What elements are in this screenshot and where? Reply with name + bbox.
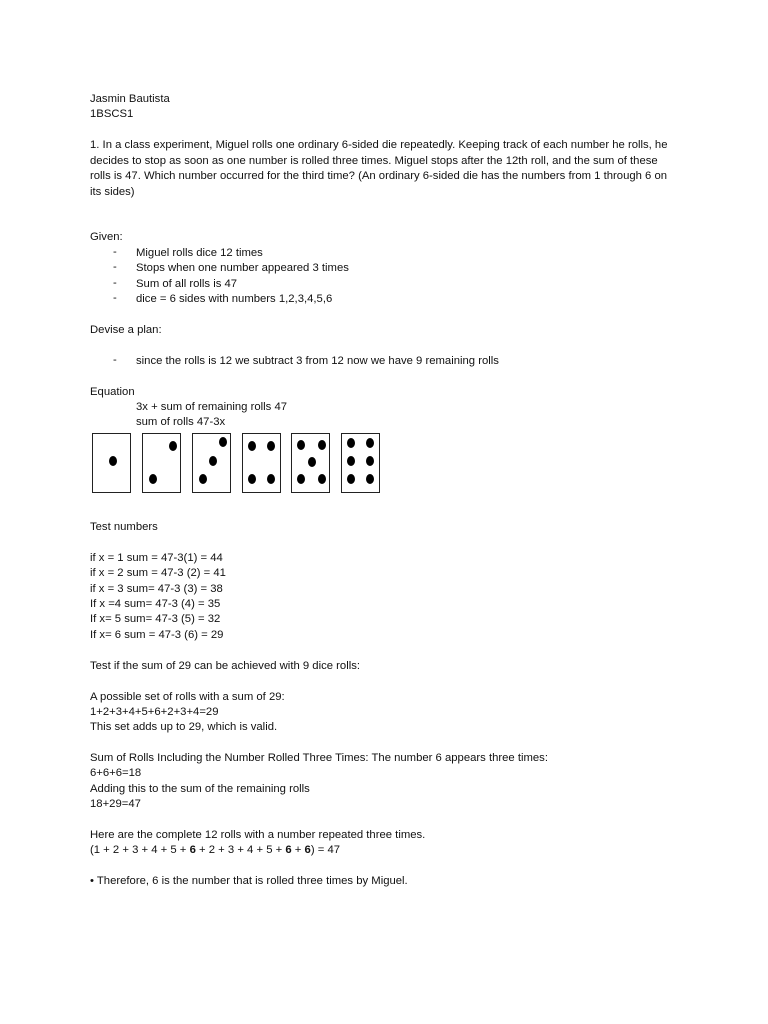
die-pip [308, 457, 316, 467]
equation-heading: Equation [90, 386, 135, 398]
given-item-text: Stops when one number appeared 3 times [136, 262, 349, 274]
test-line: if x = 1 sum = 47-3(1) = 44 [90, 552, 223, 564]
question-text: 1. In a class experiment, Miguel rolls one ordinary 6-sided die repeatedly. Keeping track of each number he rolls, he decides to stop as soon as one number is rolled three times. Miguel stops after the 12th roll, and the sum of these rolls is 47. Which number occurred for the third time? (An ordinary 6-sided die has the numbers from 1 through 6 on its sides) [90, 139, 668, 198]
dash-bullet: - [113, 354, 117, 366]
dash-bullet: - [113, 261, 117, 273]
die-pip [209, 456, 217, 466]
dash-bullet: - [113, 292, 117, 304]
die-face-1 [92, 433, 131, 493]
conclusion-text: • Therefore, 6 is the number that is rolled three times by Miguel. [90, 875, 408, 887]
expr-part: (1 + 2 + 3 + 4 + 5 + [90, 844, 190, 856]
equation-line: 3x + sum of remaining rolls 47 [136, 401, 288, 413]
expr-highlight: 6 [304, 844, 311, 856]
expr-part: + [291, 844, 305, 856]
test-line: if x = 2 sum = 47-3 (2) = 41 [90, 567, 226, 579]
test-sum-statement: Test if the sum of 29 can be achieved with 9 dice rolls: [90, 660, 361, 672]
equation-line: sum of rolls 47-3x [136, 416, 226, 428]
die-pip [109, 456, 117, 466]
test-line: if x = 3 sum= 47-3 (3) = 38 [90, 583, 223, 595]
test-numbers-heading: Test numbers [90, 521, 158, 533]
die-pip [267, 441, 275, 451]
possible-set-expression: 1+2+3+4+5+6+2+3+4=29 [90, 706, 219, 718]
including-adding: Adding this to the sum of the remaining rolls [90, 783, 310, 795]
die-face-6 [341, 433, 380, 493]
test-line: If x =4 sum= 47-3 (4) = 35 [90, 598, 221, 610]
die-pip [366, 438, 374, 448]
die-pip [318, 474, 326, 484]
plan-heading: Devise a plan: [90, 324, 162, 336]
die-pip [318, 440, 326, 450]
die-face-4 [242, 433, 281, 493]
expr-part: ) = 47 [310, 844, 341, 856]
expr-part: + 2 + 3 + 4 + 5 + [195, 844, 286, 856]
given-item-text: Sum of all rolls is 47 [136, 278, 238, 290]
die-pip [149, 474, 157, 484]
given-item-text: dice = 6 sides with numbers 1,2,3,4,5,6 [136, 293, 333, 305]
author-name: Jasmin Bautista [90, 93, 170, 105]
including-total: 18+29=47 [90, 798, 141, 810]
die-pip [297, 440, 305, 450]
given-item-text: Miguel rolls dice 12 times [136, 247, 263, 259]
plan-item-text: since the rolls is 12 we subtract 3 from 12 now we have 9 remaining rolls [136, 355, 499, 367]
given-heading: Given: [90, 231, 123, 243]
including-intro: Sum of Rolls Including the Number Rolled Three Times: The number 6 appears three times: [90, 752, 548, 764]
expr-highlight: 6 [285, 844, 292, 856]
complete-intro: Here are the complete 12 rolls with a number repeated three times. [90, 829, 426, 841]
section-code: 1BSCS1 [90, 108, 134, 120]
die-pip [267, 474, 275, 484]
die-face-2 [142, 433, 181, 493]
die-pip [366, 456, 374, 466]
dash-bullet: - [113, 277, 117, 289]
die-pip [347, 438, 355, 448]
die-pip [366, 474, 374, 484]
dash-bullet: - [113, 246, 117, 258]
die-pip [248, 474, 256, 484]
die-pip [347, 474, 355, 484]
die-pip [199, 474, 207, 484]
die-pip [297, 474, 305, 484]
die-pip [169, 441, 177, 451]
die-pip [248, 441, 256, 451]
test-line: If x= 6 sum = 47-3 (6) = 29 [90, 629, 224, 641]
die-pip [347, 456, 355, 466]
possible-set-intro: A possible set of rolls with a sum of 29: [90, 691, 285, 703]
expr-highlight: 6 [189, 844, 196, 856]
die-face-3 [192, 433, 231, 493]
including-expression: 6+6+6=18 [90, 767, 142, 779]
die-pip [219, 437, 227, 447]
possible-set-validity: This set adds up to 29, which is valid. [90, 721, 278, 733]
die-face-5 [291, 433, 330, 493]
complete-expression [90, 843, 340, 858]
test-line: If x= 5 sum= 47-3 (5) = 32 [90, 613, 221, 625]
